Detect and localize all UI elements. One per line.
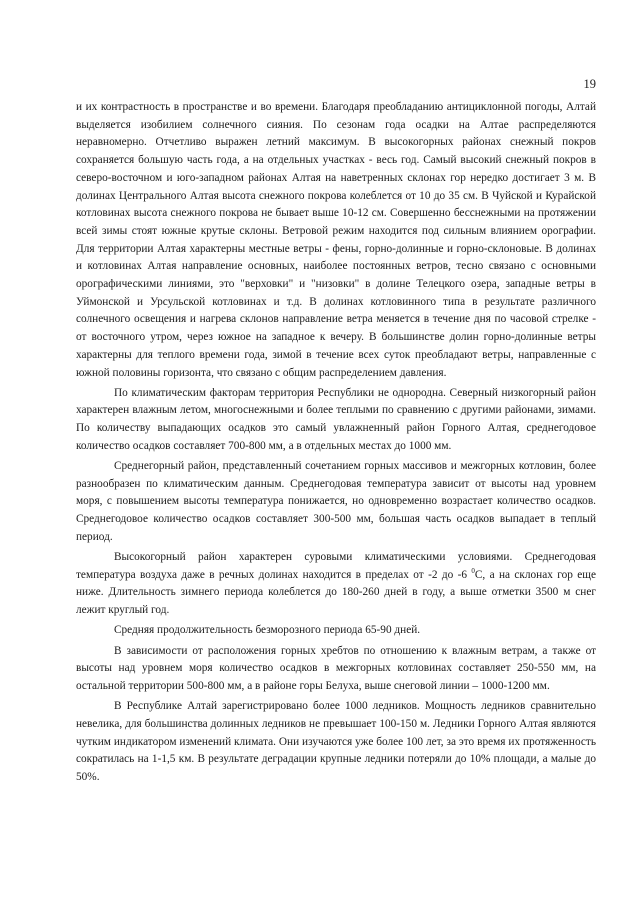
paragraph-frost-free-period: Средняя продолжительность безморозного периода 65-90 дней.	[114, 624, 421, 637]
paragraph-glaciers: В Республике Алтай зарегистрировано более 1000 ледников. Мощность ледников сравнительно невелика, для большинства долинных ледников не превышает 100-150 м. Ледники Горного Алтая являются чутким индикатором изменений климата. Они изучаются уже более 100 лет, за это время их протяженность сократилась на 1-1,5 км. В результате деградации крупные ледники потеряли до 10% площади, а малые до 50%.	[76, 700, 596, 784]
highland-text-after: С, а на склонах гор еще ниже. Длительность зимнего периода колеблется до 180-260 дней в году, а выше отметки 3500 м снег лежит круглый год.	[76, 568, 596, 617]
page-number: 19	[583, 77, 596, 91]
paragraph-climatic-regions: По климатическим факторам территория Республики не однородна. Северный низкогорный район характерен влажным летом, многоснежными и более теплыми по сравнению с другими районами, зимами. По количеству выпадающих осадков это самый увлажненный район Горного Алтая, среднегодовое количество осадков составляет 700-800 мм, а в отдельных местах до 1000 мм.	[76, 386, 596, 452]
paragraph-precipitation: В зависимости от расположения горных хребтов по отношению к влажным ветрам, а также от высоты над уровнем моря количество осадков в межгорных котловинах составляет 250-550 мм, на остальной территории 500-800 мм, а в районе горы Белуха, выше снеговой линии – 1000-1200 мм.	[76, 644, 596, 692]
paragraph-climate-continuation: и их контрастность в пространстве и во времени. Благодаря преобладанию антициклонной погоды, Алтай выделяется изобилием солнечного сияния. По сезонам года осадки на Алтае распределяются неравномерно. Отчетливо выражен летний максимум. В высокогорных районах снежный покров сохраняется большую часть года, а на отдельных участках - весь год. Самый высокий снежный покров в северо-восточном и юго-западном районах Алтая на наветренных склонах гор нередко достигает 3 м. В долинах Центрального Алтая высота снежного покрова колеблется от 10 до 35 см. В Чуйской и Курайской котловинах высота снежного покрова не бывает выше 10-12 см. Совершенно бесснежными на протяжении всей зимы стоят южные крутые склоны. Ветровой режим находится под сильным влиянием орографии. Для территории Алтая характерны местные ветры - фены, горно-долинные и горно-склоновые. В долинах и котловинах Алтая направление основных, наиболее постоянных ветров, тесно связано с основными орографическими линиями, это "верховки" и "низовки" в долине Телецкого озера, западные ветры в Уймонской и Урсульской котловинах и т.д. В долинах котловинного типа в результате различного солнечного освещения и нагрева склонов направление ветра меняется в течение дня по часовой стрелке - от восточного утром, через южное на западное к вечеру. В большинстве долин горно-долинные ветры характерны для теплого времени года, зимой в течение всех суток преобладают ветры, направленные с южной половины горизонта, что связано с общим распределением давления.	[76, 101, 596, 379]
document-body	[76, 99, 596, 789]
paragraph-midland-region: Среднегорный район, представленный сочетанием горных массивов и межгорных котловин, более разнообразен по климатическим данным. Среднегодовая температура зависит от высоты над уровнем моря, с повышением высоты температура понижается, но одновременно возрастает количество осадков. Среднегодовое количество осадков составляет 300-500 мм, большая часть осадков выпадает в теплый период.	[76, 460, 596, 543]
degree-superscript: 0	[471, 567, 475, 576]
highland-text-before: Высокогорный район характерен суровыми климатическими условиями. Среднегодовая температура воздуха даже в речных долинах находится в пределах от -2 до -6	[76, 551, 596, 581]
paragraph-highland-region	[76, 549, 596, 620]
